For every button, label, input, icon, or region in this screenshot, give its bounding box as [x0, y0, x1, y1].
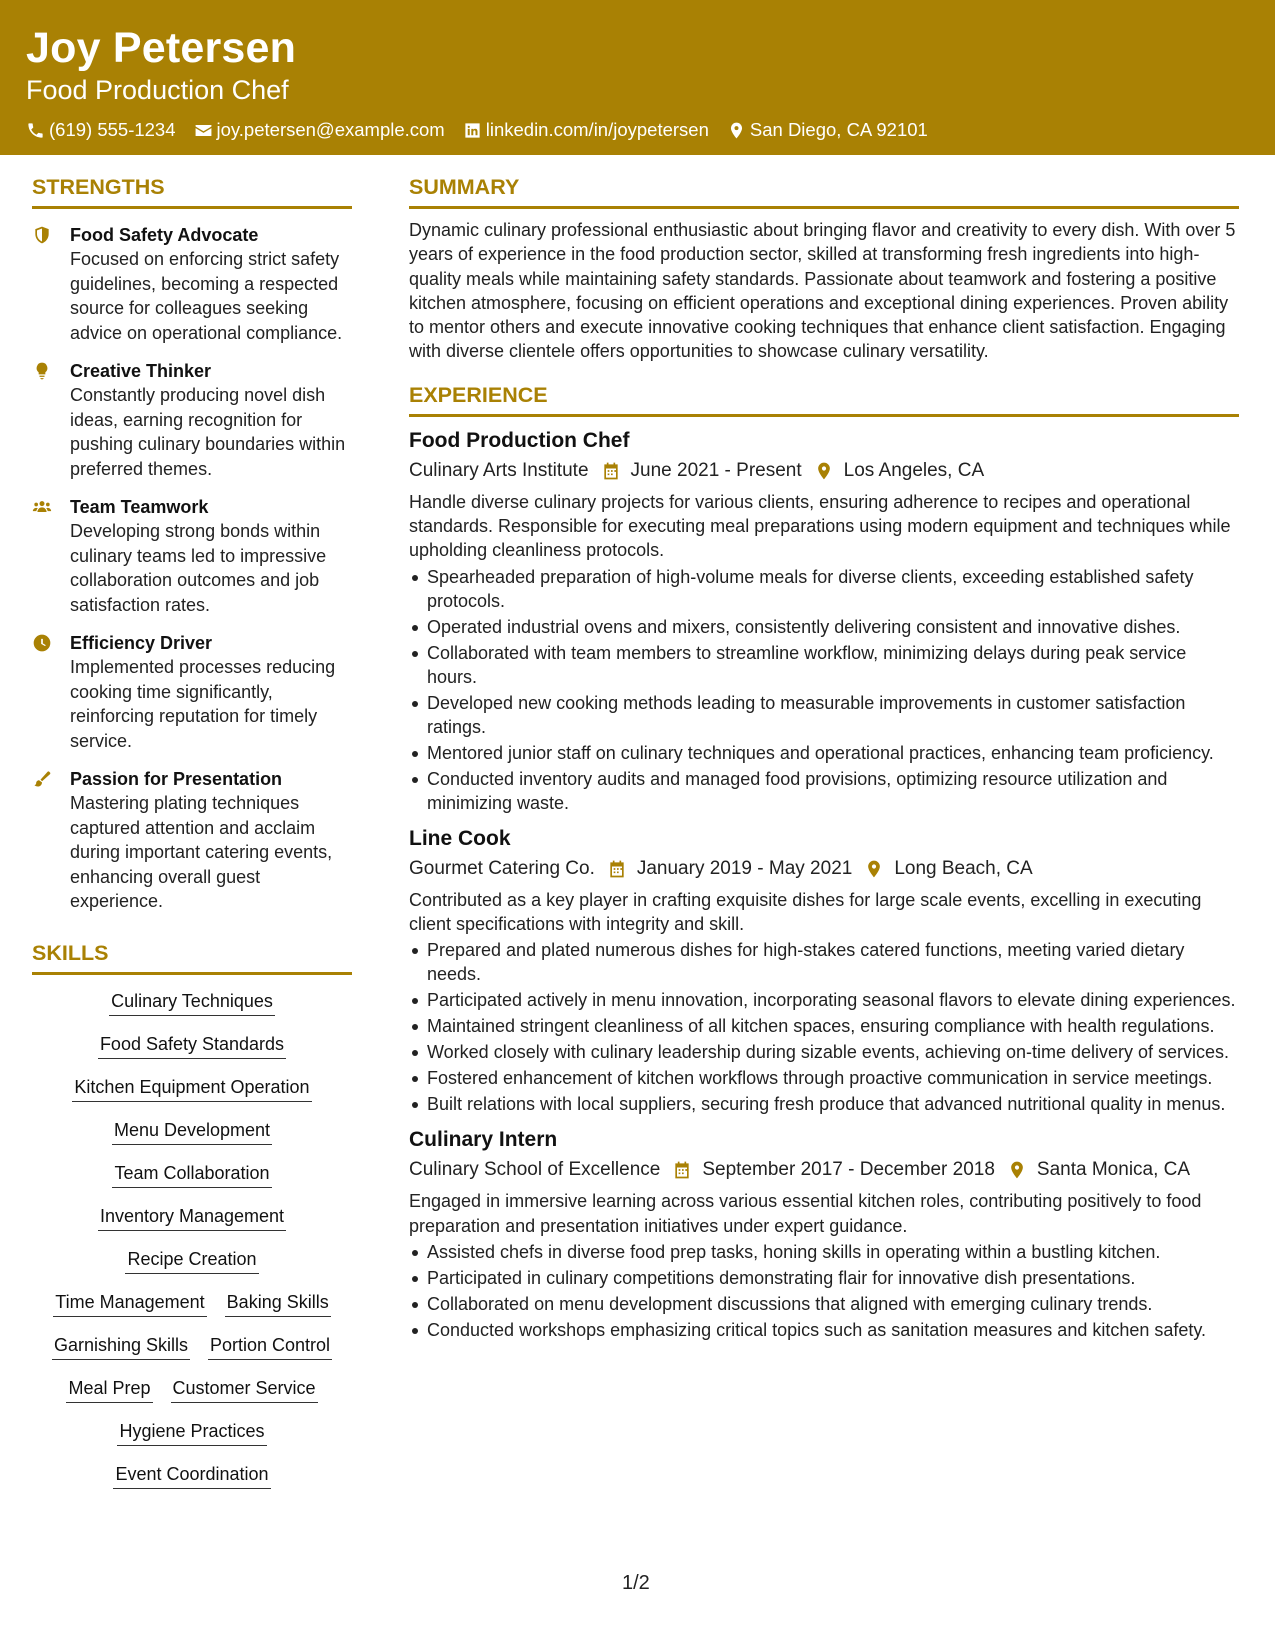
- bullet-item: Mentored junior staff on culinary techniques and operational practices, enhancing team proficiency.: [409, 741, 1239, 765]
- job-description: Contributed as a key player in crafting exquisite dishes for large scale events, excelling in executing client specifications with integrity and skill.: [409, 889, 1202, 934]
- job-bullets: [409, 1240, 1239, 1342]
- contact-phone[interactable]: [26, 118, 176, 142]
- resume-header: [0, 0, 1275, 155]
- contact-linkedin[interactable]: [463, 118, 709, 142]
- job-meta: [409, 855, 1239, 883]
- skill-tag: Culinary Techniques: [109, 989, 275, 1016]
- envelope-icon: [194, 121, 213, 140]
- phone-text: (619) 555-1234: [49, 119, 176, 140]
- bullet-item: Assisted chefs in diverse food prep tasks, honing skills in operating within a bustling kitchen.: [409, 1240, 1239, 1264]
- bullet-item: Built relations with local suppliers, securing fresh produce that advanced nutritional quality in menus.: [409, 1092, 1239, 1116]
- job-location: Los Angeles, CA: [843, 459, 985, 481]
- bullet-item: Participated in culinary competitions demonstrating flair for innovative dish presentations.: [409, 1266, 1239, 1290]
- map-pin-icon: [864, 859, 884, 879]
- job-description: Handle diverse culinary projects for various clients, ensuring adherence to recipes and operational standards. Responsible for executing meal preparations using modern equipment and techniques while upholding cleanliness protocols.: [409, 491, 1231, 561]
- job-meta: [409, 1156, 1239, 1184]
- job-location: Santa Monica, CA: [1036, 1159, 1191, 1181]
- skill-tag: Garnishing Skills: [52, 1333, 190, 1360]
- skill-tag: Meal Prep: [66, 1376, 152, 1403]
- bullet-item: Conducted inventory audits and managed food provisions, optimizing resource utilization and minimizing waste.: [409, 767, 1239, 815]
- bullet-item: Spearheaded preparation of high-volume meals for diverse clients, exceeding established safety protocols.: [409, 565, 1239, 613]
- strengths-heading: STRENGTHS: [32, 174, 352, 209]
- bullet-item: Operated industrial ovens and mixers, consistently delivering consistent and innovative dishes.: [409, 615, 1239, 639]
- strength-desc: Implemented processes reducing cooking time significantly, reinforcing reputation for timely service.: [70, 657, 336, 751]
- summary-heading: SUMMARY: [409, 174, 1239, 209]
- skill-row: [89, 1204, 295, 1231]
- bullet-item: Worked closely with culinary leadership during sizable events, achieving on-time delivery of services.: [409, 1040, 1239, 1064]
- phone-icon: [26, 121, 45, 140]
- job-title: Food Production Chef: [409, 428, 630, 452]
- skill-tag: Menu Development: [112, 1118, 272, 1145]
- strength-item: [32, 223, 352, 345]
- strength-item: [32, 767, 352, 914]
- strength-title: Creative Thinker: [70, 361, 212, 381]
- job-company: Culinary Arts Institute: [409, 459, 589, 481]
- contact-email[interactable]: [194, 118, 445, 142]
- skills-list: [32, 989, 352, 1505]
- skill-tag: Time Management: [53, 1290, 206, 1317]
- calendar-icon: [672, 1160, 692, 1180]
- skill-tag: Baking Skills: [225, 1290, 331, 1317]
- bullet-item: Developed new cooking methods leading to measurable improvements in customer satisfaction ratings.: [409, 691, 1239, 739]
- bullet-item: Prepared and plated numerous dishes for high-stakes catered functions, meeting varied dietary needs.: [409, 938, 1239, 986]
- candidate-role: Food Production Chef: [26, 75, 289, 105]
- skill-row: [100, 989, 284, 1016]
- lightbulb-icon: [32, 359, 70, 481]
- strength-desc: Focused on enforcing strict safety guidelines, becoming a respected source for colleagues seeking advice on operational compliance.: [70, 249, 343, 343]
- shield-icon: [32, 223, 70, 345]
- skill-tag: Event Coordination: [113, 1462, 270, 1489]
- skill-tag: Inventory Management: [98, 1204, 286, 1231]
- strength-title: Food Safety Advocate: [70, 225, 259, 245]
- map-pin-icon: [727, 121, 746, 140]
- job-bullets: [409, 565, 1239, 815]
- strength-item: [32, 495, 352, 617]
- job-entry: [409, 1126, 1239, 1342]
- strength-item: [32, 359, 352, 481]
- bullet-item: Maintained stringent cleanliness of all kitchen spaces, ensuring compliance with health regulations.: [409, 1014, 1239, 1038]
- right-column: [409, 174, 1239, 1344]
- skill-row: [108, 1419, 275, 1446]
- bullet-item: Participated actively in menu innovation, incorporating seasonal flavors to elevate dining experiences.: [409, 988, 1239, 1012]
- skill-tag: Hygiene Practices: [117, 1419, 266, 1446]
- skill-tag: Customer Service: [171, 1376, 318, 1403]
- linkedin-icon: [463, 121, 482, 140]
- job-dates: January 2019 - May 2021: [636, 857, 853, 879]
- strength-item: [32, 631, 352, 753]
- job-title: Culinary Intern: [409, 1128, 558, 1152]
- calendar-icon: [601, 461, 621, 481]
- skills-heading: SKILLS: [32, 940, 352, 975]
- email-text: joy.petersen@example.com: [216, 119, 445, 140]
- location-text: San Diego, CA 92101: [749, 119, 928, 140]
- bullet-item: Fostered enhancement of kitchen workflows through proactive communication in service meetings.: [409, 1066, 1239, 1090]
- job-dates: June 2021 - Present: [630, 459, 802, 481]
- map-pin-icon: [814, 461, 834, 481]
- bullet-item: Collaborated on menu development discussions that aligned with emerging culinary trends.: [409, 1292, 1239, 1316]
- skill-tag: Food Safety Standards: [98, 1032, 286, 1059]
- contact-location: [727, 118, 928, 142]
- skill-tag: Recipe Creation: [125, 1247, 258, 1274]
- left-column: [32, 174, 352, 1505]
- strength-desc: Mastering plating techniques captured attention and acclaim during important catering events, enhancing overall guest experience.: [70, 793, 333, 911]
- skill-tag: Kitchen Equipment Operation: [72, 1075, 311, 1102]
- job-company: Culinary School of Excellence: [409, 1159, 661, 1181]
- strength-desc: Constantly producing novel dish ideas, earning recognition for pushing culinary boundaries within preferred themes.: [70, 385, 346, 479]
- job-location: Long Beach, CA: [894, 857, 1033, 879]
- experience-heading: EXPERIENCE: [409, 382, 1239, 417]
- skill-tag: Team Collaboration: [112, 1161, 271, 1188]
- skill-row: [103, 1161, 280, 1188]
- strength-title: Efficiency Driver: [70, 633, 213, 653]
- clock-icon: [32, 631, 70, 753]
- job-company: Gourmet Catering Co.: [409, 857, 595, 879]
- strength-title: Team Teamwork: [70, 497, 209, 517]
- job-meta: [409, 457, 1239, 485]
- skill-row: [116, 1247, 267, 1274]
- candidate-name: Joy Petersen: [26, 24, 297, 72]
- users-icon: [32, 495, 70, 617]
- bullet-item: Collaborated with team members to streamline workflow, minimizing delays during peak service hours.: [409, 641, 1239, 689]
- bullet-item: Conducted workshops emphasizing critical topics such as sanitation measures and kitchen safety.: [409, 1318, 1239, 1342]
- paintbrush-icon: [32, 767, 70, 914]
- job-title: Line Cook: [409, 826, 511, 850]
- job-dates: September 2017 - December 2018: [702, 1159, 995, 1181]
- skill-row: [103, 1118, 281, 1145]
- contact-bar: [26, 118, 1249, 142]
- skill-row: [89, 1032, 295, 1059]
- skill-row: [44, 1290, 339, 1317]
- calendar-icon: [607, 859, 627, 879]
- job-entry: [409, 427, 1239, 815]
- job-bullets: [409, 938, 1239, 1116]
- linkedin-text: linkedin.com/in/joypetersen: [485, 119, 709, 140]
- strength-desc: Developing strong bonds within culinary teams led to impressive collaboration outcomes and job satisfaction rates.: [70, 521, 327, 615]
- job-entry: [409, 825, 1239, 1117]
- map-pin-icon: [1007, 1160, 1027, 1180]
- skill-row: [63, 1075, 320, 1102]
- job-description: Engaged in immersive learning across various essential kitchen roles, contributing positively to food preparation and presentation initiatives under expert guidance.: [409, 1191, 1202, 1236]
- skill-row: [43, 1333, 341, 1360]
- page-number: 1/2: [622, 1572, 650, 1594]
- strength-title: Passion for Presentation: [70, 769, 283, 789]
- skill-row: [57, 1376, 326, 1403]
- skill-tag: Portion Control: [208, 1333, 332, 1360]
- skill-row: [104, 1462, 279, 1489]
- summary-text: Dynamic culinary professional enthusiastic about bringing flavor and creativity to every dish. With over 5 years of experience in the food production sector, skilled at transforming fresh ingredients into high-quality meals while maintaining safety standards. Passionate about teamwork and fostering a positive kitchen atmosphere, focusing on efficient operations and exceptional dining experiences. Proven ability to mentor others and execute innovative cooking techniques that enhance client satisfaction. Engaging with diverse clientele offers opportunities to showcase culinary versatility.: [409, 220, 1236, 362]
